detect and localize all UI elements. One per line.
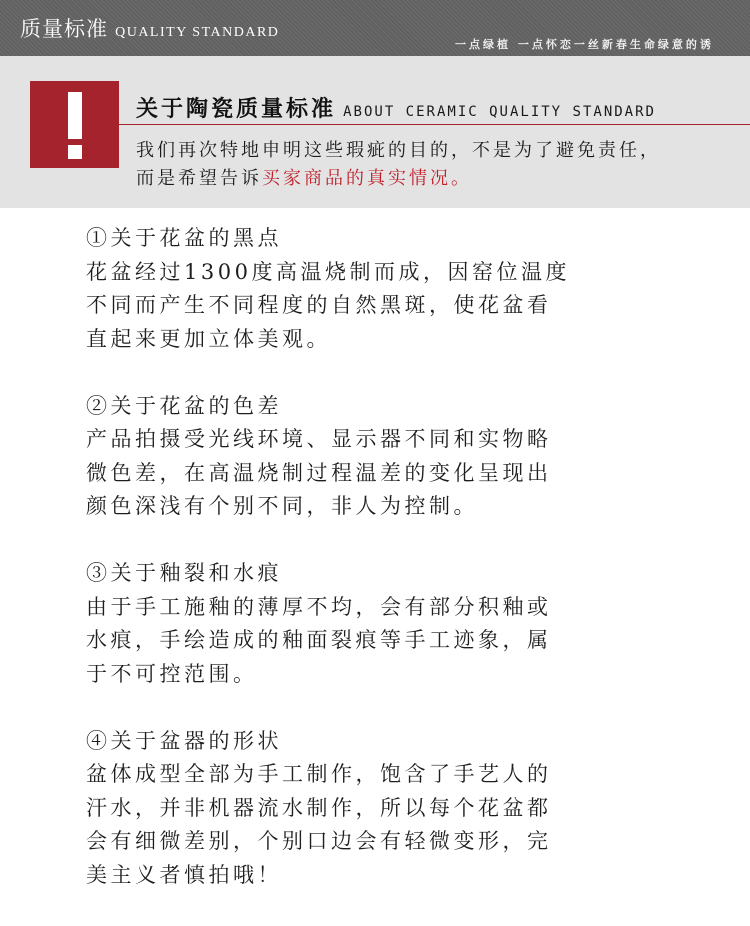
section-black-spots	[86, 222, 686, 356]
notice-line-2	[136, 164, 472, 190]
section-pot-shape	[86, 725, 686, 893]
notice-title-en: ABOUT CERAMIC QUALITY STANDARD	[343, 104, 656, 120]
header-title-cn: 质量标准	[20, 17, 108, 41]
section-line: 水痕，手绘造成的釉面裂痕等手工迹象，属	[86, 628, 552, 652]
exclamation-icon	[30, 81, 119, 168]
section-line: 盆体成型全部为手工制作，饱含了手艺人的	[86, 762, 552, 786]
section-line: 直起来更加立体美观。	[86, 326, 331, 351]
notice-line-1: 我们再次特地申明这些瑕疵的目的，不是为了避免责任，	[136, 140, 661, 161]
section-line: 花盆经过1300度高温烧制而成，因窑位温度	[86, 259, 570, 284]
header-title	[20, 13, 279, 43]
section-line: 产品拍摄受光线环境、显示器不同和实物略	[86, 427, 552, 451]
exclamation-bar	[68, 92, 82, 139]
quality-sections	[86, 222, 686, 926]
section-line: 于不可控范围。	[86, 661, 258, 686]
section-line: 会有细微差别，个别口边会有轻微变形，完	[86, 829, 552, 853]
section-color-difference	[86, 390, 686, 524]
header-title-en: QUALITY STANDARD	[115, 25, 280, 40]
section-line: 由于手工施釉的薄厚不均，会有部分积釉或	[86, 594, 552, 619]
exclamation-dot	[68, 145, 82, 159]
section-line: 不同而产生不同程度的自然黑斑，使花盆看	[86, 293, 552, 317]
notice-band	[0, 56, 750, 208]
notice-line-2-highlight: 买家商品的真实情况。	[262, 168, 472, 189]
section-line: 颜色深浅有个别不同，非人为控制。	[86, 494, 478, 518]
notice-title	[136, 92, 656, 123]
section-line: 汗水，并非机器流水制作，所以每个花盆都	[86, 795, 552, 820]
section-heading: ③关于釉裂和水痕	[86, 561, 282, 585]
section-heading: ②关于花盆的色差	[86, 393, 282, 418]
section-heading: ①关于花盆的黑点	[86, 226, 282, 250]
notice-line-2-text: 而是希望告诉	[136, 168, 262, 189]
header-bar	[0, 0, 750, 56]
section-heading: ④关于盆器的形状	[86, 728, 282, 753]
notice-title-cn: 关于陶瓷质量标准	[136, 97, 337, 122]
header-slogan: 一点绿植 一点怀恋一丝新春生命绿意的诱	[455, 38, 714, 51]
section-line: 美主义者慎拍哦！	[86, 862, 282, 887]
section-glaze-cracks	[86, 557, 686, 691]
notice-divider	[119, 124, 750, 125]
section-line: 微色差，在高温烧制过程温差的变化呈现出	[86, 460, 552, 485]
